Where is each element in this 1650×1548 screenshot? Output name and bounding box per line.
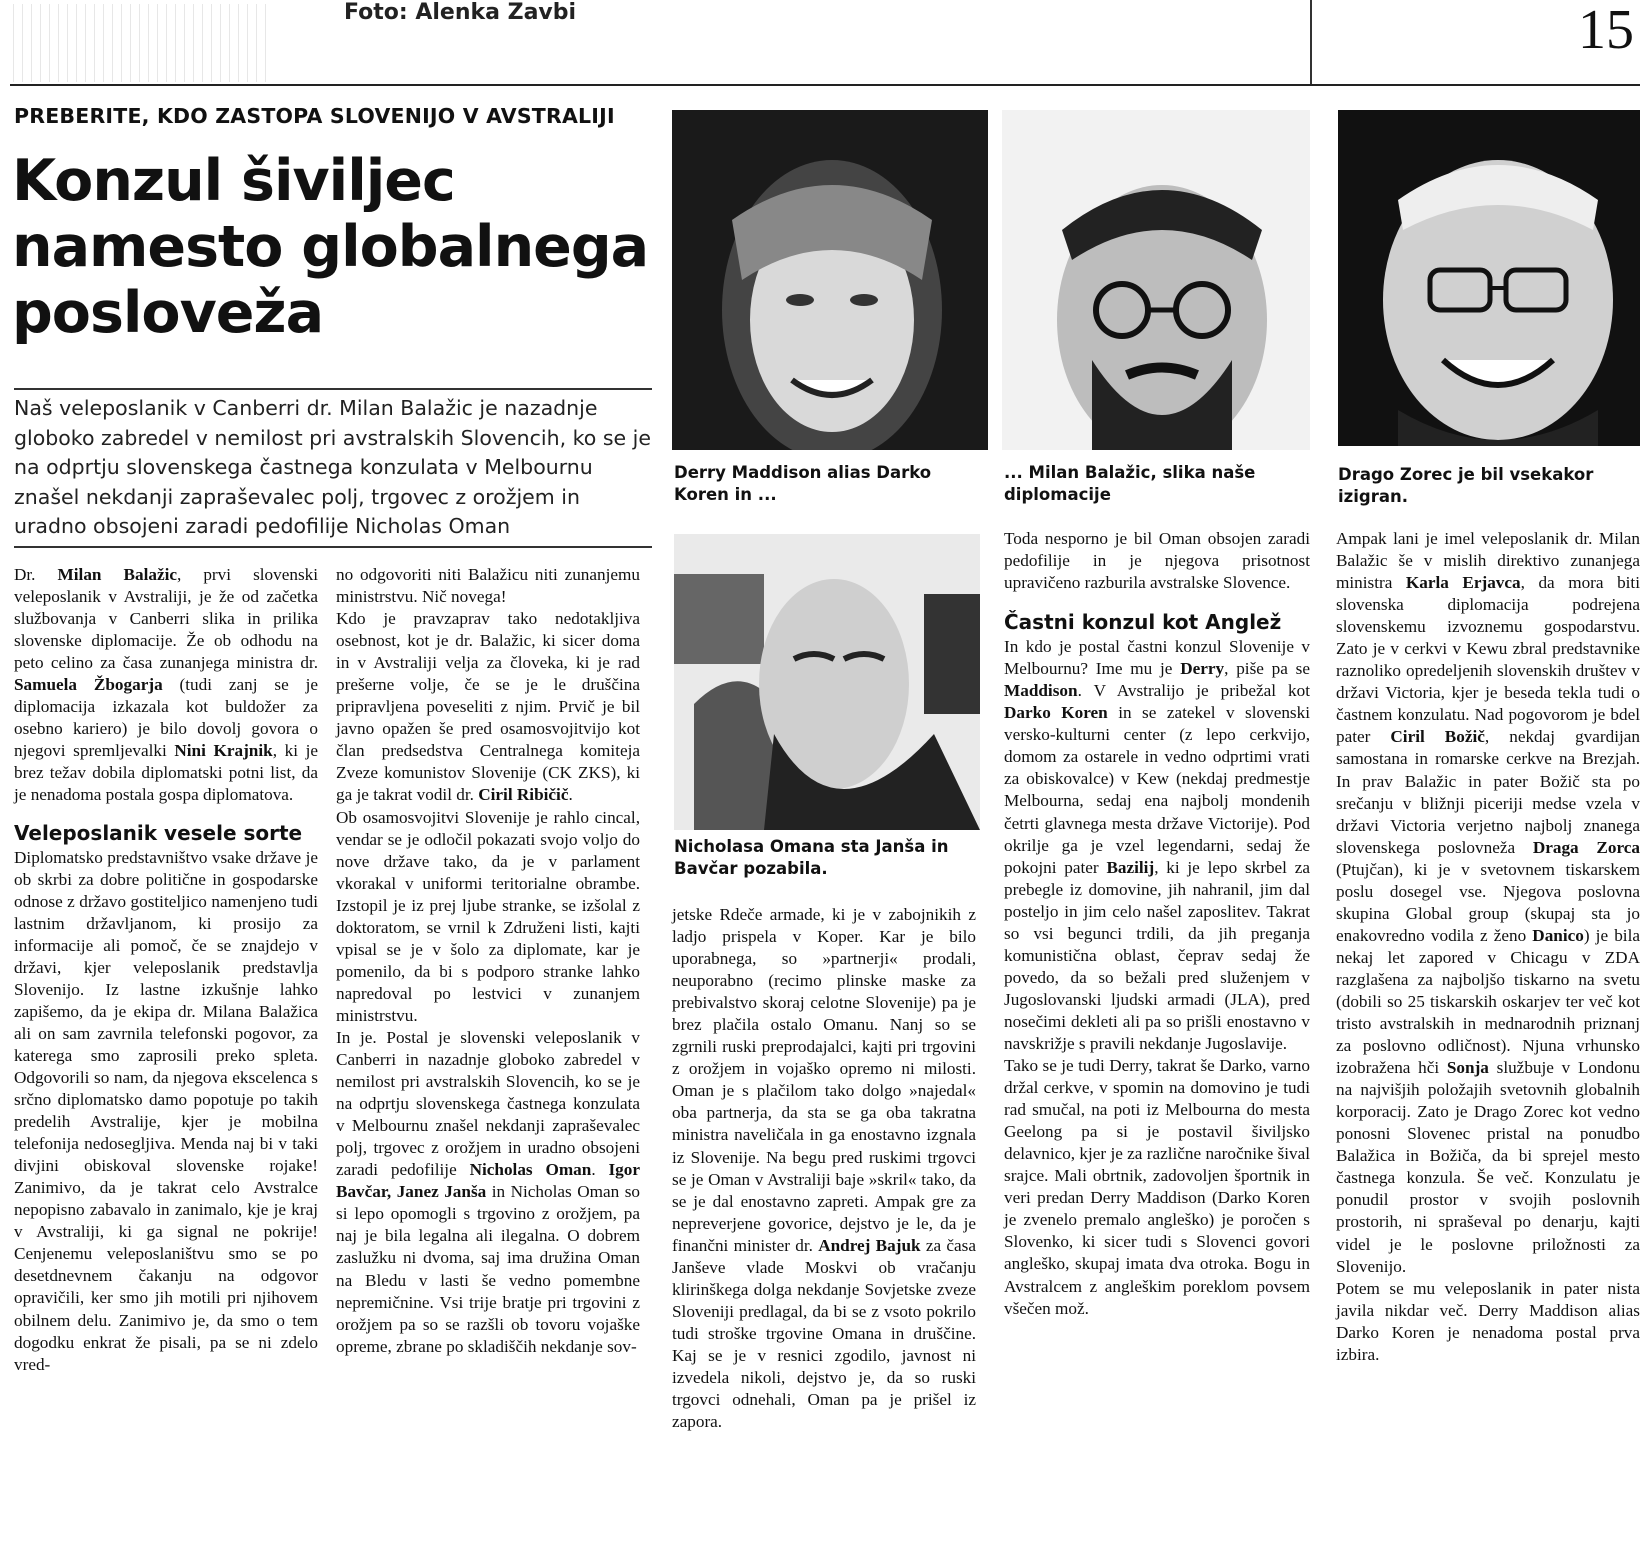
text-run: In je. Postal je slovenski veleposlanik v Canberri in nazadnje globoko zabredel v nemilost pri avstralskih Slovencih, ko se je na odprtju slovenskega častnega konzulata v Melbournu znašel nekdanji zapraševalec polj, trgovec z orožjem in uradno obsojeni zaradi pedofilije xyxy=(336,1027,640,1180)
bold-name: Bazilij xyxy=(1106,857,1155,877)
portrait-man-icon xyxy=(674,534,980,830)
text-run: in Nicholas Oman so si lepo opomogli s trgovino z orožjem, pa naj je bila legalna ali ilegalna. O dobrem zaslužku ni dvoma, saj ima družina Oman na Bledu v lasti še vedno pomembne nepremičnine. Vsi trije bratje pri trgovini z orožjem pa so se razšli ob tovoru vojaške opreme, zbrane po skladiščih nekdanje sov- xyxy=(336,1182,640,1356)
bold-name: Samuela Žbogarja xyxy=(14,675,163,695)
photo-derry-maddison xyxy=(672,110,988,450)
text-run: Toda nesporno je bil Oman obsojen zaradi pedofilije in je njegova prisotnost upravičeno razburila avstralske Slovence. xyxy=(1004,529,1310,593)
text-run: Ampak lani je imel veleposlanik dr. Milan Balažic še v mislih direktivo zunanjega ministra xyxy=(1336,529,1640,593)
bold-name: Igor Bavčar, Janez Janša xyxy=(336,1160,640,1202)
photo-nicholas-oman xyxy=(674,534,980,830)
bold-name: Draga Zorca xyxy=(1532,837,1640,857)
subhead-veleposlanik: Veleposlanik vesele sorte xyxy=(14,820,303,845)
text-run: . xyxy=(568,785,573,805)
article-column-1 xyxy=(14,564,318,1376)
lead-bottom-rule xyxy=(14,546,652,548)
text-run: službuje v Londonu na najvišjih položajih svetovnih globalnih korporacij. Zato je Drago Zorec kot vedno ponosni Slovenec pristal na ponudbo Balažica in Božiča, da bi sprejel mesto častnega konzula. Še več. Konzulatu je ponudil prostor v svojih poslovnih prostorih, ni spraševal po denarju, kajti videl je le poslovne priložnosti za Slovenijo. xyxy=(1336,1058,1641,1276)
text-run: jetske Rdeče armade, ki je v zabojnikih z ladjo prispela v Koper. Kar je bilo uporabnega, so »partnerji« prodali, neuporabno (recimo plinske maske za prebivalstvo skoraj celotne Slovenije) pa je brez plačila ostalo Omanu. Nanj so se zgrnili ruski preprodajalci, kajti pri trgovini z orožjem in vojaško opremo ni milosti. Oman je s plačilom tako dolgo »najedal« oba partnerja, da sta se ga oba takratna ministra naveličala in ga enostavno izgnala iz Slovenije. Na begu pred ruskimi trgovci se je Oman v Avstraliji baje »skril« tako, da se je dal enostavno zapreti. Ampak gre za nepreverjene govorice, dejstvo je le, da je finančni minister dr. xyxy=(672,905,976,1255)
bold-name: Karla Erjavca xyxy=(1405,573,1521,593)
text-run: . xyxy=(591,1160,609,1180)
scan-noise-decoration xyxy=(10,4,270,82)
text-run: (tudi zanj se je diplomacija izkazala kot buldožer za osebno kariero) je bilo dovolj govora o njegovi spremljevalki xyxy=(14,675,319,761)
article-column-3 xyxy=(672,904,976,1433)
bold-name: Maddison xyxy=(1004,681,1078,701)
bold-name: Danico xyxy=(1532,925,1584,945)
bold-name: Nicholas Oman xyxy=(469,1160,592,1180)
portrait-older-man-glasses-icon xyxy=(1338,110,1640,446)
bold-name: Derry xyxy=(1180,659,1225,679)
photo-milan-balazic xyxy=(1002,110,1310,450)
text-run: , ki je brez težav dobila diplomatski potni list, da je nenadoma postala gospa diplomatova. xyxy=(14,741,319,805)
caption-photo-3: Drago Zorec je bil vsekakor izigran. xyxy=(1338,465,1594,506)
text-run: Diplomatsko predstavništvo vsake države je ob skrbi za dobre politične in gospodarske odnose z državo gostiteljico namenjeno tudi lastnim državljanom, ki prosijo za informacije ali pomoč, če se znajdejo v državi, kjer veleposlanik predstavlja Slovenijo. Iz lastne izkušnje lahko zapišemo, da je ekipa dr. Milana Balažica ali on sam zavrnila telefonski pogovor, za katerega smo zaprosili preko spleta. Odgovorili so nam, da njegova ekscelenca s srčno diplomatsko damo popotuje po takih predelih Avstralije, kjer je mobilna telefonija nedosegljiva. Menda naj bi v taki divjini obiskoval slovenske rojake! Zanimivo, da je takrat celo Avstralce nepopisno zabavalo in zanimalo, kje je kraj v Avstraliji, ki ga signal ne pokrije! Cenjenemu veleposlaništvu smo se po desetdnevnem čakanju na odgovor opravičili, ker smo jih motili pri njihovem obilnem delu. Zanimivo je, da smo o tem dogodku enkrat že pisali, pa se ni zdelo vred- xyxy=(14,847,318,1374)
bold-name: Nini Krajnik xyxy=(174,741,273,761)
text-run: In kdo je postal častni konzul Slovenije v Melbournu? Ime mu je xyxy=(1004,637,1310,679)
photo-drago-zorec xyxy=(1338,110,1640,446)
article-column-2 xyxy=(336,564,640,1358)
article-kicker: PREBERITE, KDO ZASTOPA SLOVENIJO V AVSTRALIJI xyxy=(14,104,615,128)
column-3-text xyxy=(672,904,976,1433)
caption-photo-1: Derry Maddison alias Darko Koren in ... xyxy=(674,463,932,504)
column-5-text xyxy=(1336,528,1640,1366)
text-run: Potem se mu veleposlanik in pater nista javila nikdar več. Derry Maddison alias Darko Koren je nenadoma postal prva izbira. xyxy=(1336,1278,1640,1364)
portrait-woman-icon xyxy=(672,110,988,450)
bold-name: Darko Koren xyxy=(1004,703,1108,723)
column-1-paragraph-2 xyxy=(14,847,318,1376)
article-column-4 xyxy=(1004,528,1310,1320)
article-column-5 xyxy=(1336,528,1640,1366)
text-run: Kdo je pravzaprav tako nedotakljiva osebnost, kot je dr. Balažic, ki sicer doma in v Avstraliji velja za človeka, ki je rad prešerne volje, če se je le druščina pripravljena poveseliti z njim. Prvič je bil javno opažen še pred osamosvojitvijo kot član predsedstva Centralnega komiteja Zveze komunistov Slovenije (CK ZKS), ki ga je takrat vodil dr. xyxy=(336,609,640,805)
text-run: , ki je lepo skrbel za prebegle iz domovine, jih nahranil, jim dal posteljo in jim celo našel zaposlitev. Takrat so vsi begunci trdili, da jih preganja komunistična oblast, čeprav sedaj že povedo, da so bežali pred služenjem v Jugoslovanski ljudski armadi (JLA), pred nosečimi dekleti ali pa so prišli enostavno v navskrižje s pravili nekdanje Jugoslavije. xyxy=(1004,857,1310,1053)
text-run: . V Avstralijo je pribežal kot xyxy=(1077,681,1310,701)
photo-credit: Foto: Alenka Zavbi xyxy=(344,0,577,25)
text-run: Tako se je tudi Derry, takrat še Darko, varno držal cerkve, v spomin na domovino je tudi rad smučal, na poti iz Melbourna do mesta Geelong pa si je postavil šiviljsko delavnico, kjer je za različne naročnike šival srajce. Mali obrtnik, zadovoljen športnik in veri predan Derry Maddison (Darko Koren je zvenelo premalo angleško) je poročen s Slovenko, ki sicer tudi s Slovenci govori angleško, skupaj imata dva otroka. Bogu in Avstralcem z angleškim poreklom povsem všečen mož. xyxy=(1004,1056,1310,1318)
subhead-castni-konzul: Častni konzul kot Anglež xyxy=(1004,610,1282,635)
article-headline: Konzul šiviljec namesto globalnega posloveža xyxy=(12,148,649,346)
text-run: Ob osamosvojitvi Slovenije je rahlo cincal, vendar se je odločil pokazati svojo voljo do nove države tako, da je v parlament vkorakal v uniformi teritorialne obrambe. Izstopil je iz prej ljube stranke, se izšolal z doktoratom, se vrnil k Združeni listi, kajti vpisal se je v šolo za diplomate, kar je pomenilo, da bi s podporo stranke lahko napredoval po lestvici v zunanjem ministrstvu. xyxy=(336,807,640,1025)
column-1-paragraph xyxy=(14,564,318,807)
portrait-man-glasses-icon xyxy=(1002,110,1310,450)
header-rule xyxy=(10,84,1640,86)
text-run: ) je bila nekaj let zapored v Chicagu v ZDA razglašena za najboljšo tiskarno na svetu (dobili so 25 tiskarskih oskarjev ter več kot tristo avstralskih in mednarodnih priznanj za poslovno odličnost). Njuna vrhunsko izobražena hči xyxy=(1336,925,1640,1078)
text-run: , prvi slovenski veleposlanik v Avstraliji, je že od začetka službovanja v Canberri slika in prilika slovenske diplomacije. Že ob odhodu na peto celino za časa zunanjega ministra dr. xyxy=(14,565,319,673)
bold-name: Sonja xyxy=(1446,1058,1489,1078)
column-4-intro xyxy=(1004,528,1310,594)
text-run: in se zatekel v slovenski versko-kulturni center (z lepo cerkvijo, domom za ostarele in vedno odprtimi vrati za obiskovalce) v Kew (nekdaj predmestje Melbourna, sedaj ena najbolj mondenih četrti glavnega mesta države Victorije). Pod okrilje ga je vzel legendarni, sedaj že pokojni pater xyxy=(1004,703,1310,877)
text-run: , nekdaj gvardijan samostana in romarske cerkve na Brezjah. In prav Balažic in pater Božič sta po srečanju v bližnji piceriji medse vzela v državi Victoria verjetno najbolj znanega slovenskega poslovneža xyxy=(1336,727,1640,857)
bold-name: Ciril Ribičič xyxy=(478,785,569,805)
text-run: no odgovoriti niti Balažicu niti zunanjemu ministrstvu. Nič novega! xyxy=(336,565,640,607)
caption-photo-2: ... Milan Balažic, slika naše diplomacije xyxy=(1004,463,1256,504)
bold-name: Andrej Bajuk xyxy=(818,1235,921,1255)
header-divider xyxy=(1310,0,1312,86)
text-run: za časa Janševe vlade Moskvi ob vračanju klirinškega dolga nekdanje Sovjetske zveze Sloveniji predlagal, da bi se z vsoto pokrilo tudi stroške trgovine Omana in druščine. Kaj se je v resnici zgodilo, javnost ni izvedela nikoli, dejstvo je, da so ruski trgovci odnehali, Oman pa je prišel iz zapora. xyxy=(672,1235,976,1432)
text-run: Dr. xyxy=(14,565,58,584)
text-run: (Ptujčan), ki je v svetovnem tiskarskem poslu dosegel vse. Njegova poslovna skupina Global group (skupaj sta jo enakovredno vodila z ženo xyxy=(1336,859,1640,945)
column-4-text xyxy=(1004,636,1310,1319)
column-2-text xyxy=(336,564,640,1358)
lead-top-rule xyxy=(14,388,652,390)
bold-name: Milan Balažic xyxy=(57,565,177,584)
caption-photo-4: Nicholasa Omana sta Janša in Bavčar pozabila. xyxy=(674,837,949,878)
page-number: 15 xyxy=(1578,0,1634,61)
bold-name: Ciril Božič xyxy=(1390,727,1485,747)
text-run: , piše pa se xyxy=(1224,659,1310,679)
text-run: , da mora biti slovenska diplomacija podrejena slovenskemu izvoznemu gospodarstvu. Zato je v cerkvi v Kewu zbral predstavnike raznoliko opredeljenih slovenskih društev v državi Victoria, kjer je beseda tekla tudi o častnem konzulatu. Nad pogovorom je bdel pater xyxy=(1336,573,1640,747)
article-lead: Naš veleposlanik v Canberri dr. Milan Balažic je nazadnje globoko zabredel v nemilost pri avstralskih Slovencih, ko se je na odprtju slovenskega častnega konzulata v Melbournu znašel nekdanji zapraševalec polj, trgovec z orožjem in uradno obsojeni zaradi pedofilije Nicholas Oman xyxy=(14,396,651,539)
